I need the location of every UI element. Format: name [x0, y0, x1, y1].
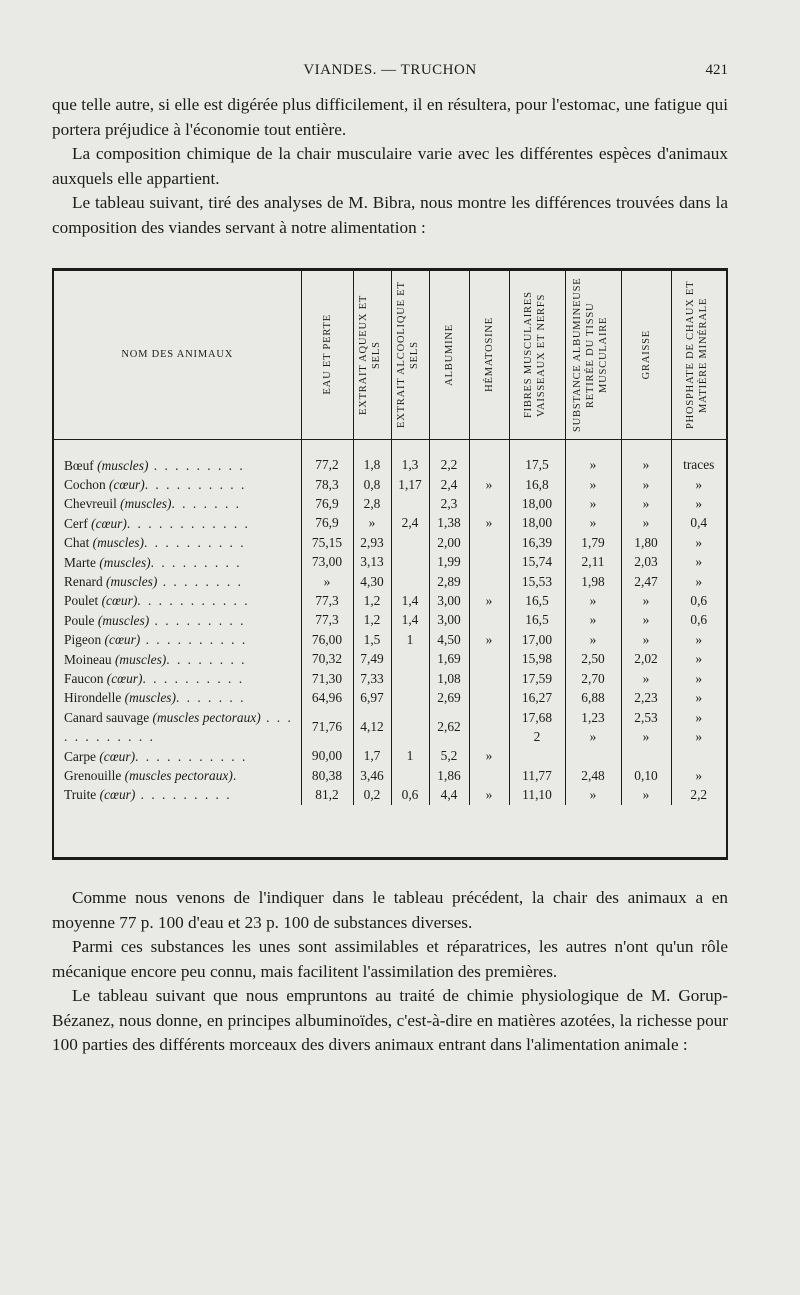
table-cell: 1,5 [353, 630, 391, 649]
table-cell [391, 572, 429, 591]
table-cell: 80,38 [301, 766, 353, 785]
animal-label: Hirondelle [64, 690, 125, 706]
table-cell: » [695, 496, 703, 512]
table-cell: » [695, 690, 703, 706]
header-extrait-aqueux: EXTRAIT AQUEUX ET SELS [353, 271, 391, 439]
header-graisse: GRAISSE [621, 271, 671, 439]
leader-dots: . [232, 768, 239, 783]
table-cell: 76,00 [301, 630, 353, 649]
table-row [54, 439, 726, 475]
animal-label: Bœuf [64, 457, 98, 473]
header-extrait-alcoolique: EXTRAIT ALCOOLIQUE ET SELS [391, 271, 429, 439]
animal-part: (muscles pectoraux) [124, 768, 233, 783]
table-body [54, 439, 726, 805]
table-row [54, 572, 726, 591]
table-cell: 2,02 [621, 650, 671, 669]
table-cell [391, 766, 429, 785]
table-cell: » [565, 630, 621, 649]
bottom-text [52, 886, 728, 1058]
table-cell: 7,33 [353, 669, 391, 688]
table-cell: 2,3 [429, 494, 469, 513]
table-cell: 1,4 [391, 591, 429, 610]
table-cell [621, 747, 671, 766]
table-cell: » [695, 534, 703, 550]
animal-part: (cœur) [99, 787, 136, 803]
table-cell: 3,46 [353, 766, 391, 785]
table-cell: 0,6 [690, 593, 708, 609]
table-row [54, 785, 726, 804]
table-cell: 0,8 [353, 475, 391, 494]
table-cell: 2,4 [429, 475, 469, 494]
leader-dots: . . . . . . . . . . [144, 476, 247, 492]
leader-dots: . . . . . . . [175, 690, 246, 706]
header-phosphate: PHOSPHATE DE CHAUX ET MATIÈRE MINÉRALE [671, 271, 726, 439]
table-cell: » [695, 670, 703, 686]
header-nom: NOM DES ANIMAUX [54, 271, 301, 439]
table-row [54, 611, 726, 630]
table-cell: 2,4 [391, 514, 429, 533]
animal-name [54, 533, 301, 552]
table-cell [469, 766, 509, 785]
animal-label: Cochon [64, 476, 110, 492]
table-cell: 7,49 [353, 650, 391, 669]
animal-name [54, 553, 301, 572]
table-cell: 75,15 [301, 533, 353, 552]
table-cell: 78,3 [301, 475, 353, 494]
table-cell: 64,96 [301, 688, 353, 707]
table-cell [469, 439, 509, 475]
table-cell: » [469, 630, 509, 649]
table-cell: 81,2 [301, 785, 353, 804]
table-cell: 18,00 [509, 494, 565, 513]
table-cell [469, 688, 509, 707]
animal-label: Canard sauvage [64, 709, 153, 725]
table-cell: 90,00 [301, 747, 353, 766]
table-cell [469, 708, 509, 747]
table-cell: » [621, 514, 671, 533]
table-cell: 0,6 [690, 612, 708, 628]
table-cell: 15,98 [509, 650, 565, 669]
paragraph-continued: que telle autre, si elle est digérée plus difficilement, il en résultera, pour l'estomac, une fatigue qui portera préjudice à l'économie tout entière. [52, 95, 728, 139]
leader-dots: . . . . . . . . [157, 573, 243, 589]
table-cell: 16,39 [509, 533, 565, 552]
table-cell: » [695, 573, 703, 589]
animal-label: Cerf [64, 515, 92, 531]
running-head [52, 62, 728, 84]
table-cell: 1,80 [621, 533, 671, 552]
animal-name [54, 766, 301, 785]
table-cell: 1,4 [391, 611, 429, 630]
table-row [54, 650, 726, 669]
table-cell: » [621, 630, 671, 649]
table-cell: 15,53 [509, 572, 565, 591]
table-cell: 2,48 [565, 766, 621, 785]
table-cell: 3,13 [353, 553, 391, 572]
table-cell: 1,2 [353, 591, 391, 610]
table-cell: 1,99 [429, 553, 469, 572]
paragraph-table-intro: Le tableau suivant, tiré des analyses de M. Bibra, nous montre les différences trouvées dans la composition des viandes servant à notre alimentation : [52, 193, 728, 237]
table-cell: » [621, 494, 671, 513]
table-cell: » [621, 785, 671, 804]
table-cell [469, 611, 509, 630]
table-cell: » [469, 475, 509, 494]
table-cell [391, 553, 429, 572]
table-cell: 6,88 [565, 688, 621, 707]
animal-part: (muscles) [92, 535, 144, 551]
table-cell: 2,53 » [621, 708, 671, 747]
table-cell [391, 669, 429, 688]
table-cell: 3,00 [429, 611, 469, 630]
table-cell: 2,00 [429, 533, 469, 552]
table-cell: » [621, 475, 671, 494]
table-cell: 77,2 [301, 439, 353, 475]
table-row [54, 747, 726, 766]
animal-part: (cœur) [91, 515, 127, 531]
table-cell: » [621, 669, 671, 688]
table-cell: 1,98 [565, 572, 621, 591]
table-row [54, 669, 726, 688]
animal-name [54, 591, 301, 610]
leader-dots: . . . . . . . . . . [140, 632, 248, 648]
table-cell: 73,00 [301, 553, 353, 572]
table-cell: » [565, 785, 621, 804]
table-row [54, 766, 726, 785]
table-cell: 18,00 [509, 514, 565, 533]
animal-name [54, 514, 301, 533]
table-cell: » [695, 631, 703, 647]
table-cell: » [621, 591, 671, 610]
animal-name [54, 747, 301, 766]
top-text [52, 93, 728, 240]
table-row [54, 514, 726, 533]
table-cell: » [565, 591, 621, 610]
table-cell: 16,8 [509, 475, 565, 494]
animal-name [54, 439, 301, 475]
table-cell: 1,3 [391, 439, 429, 475]
table-cell: 1,7 [353, 747, 391, 766]
paragraph-composition: La composition chimique de la chair musculaire varie avec les différentes espèces d'animaux auxquels elle appartient. [52, 144, 728, 188]
table-cell: 2,2 [429, 439, 469, 475]
table-cell: » [565, 439, 621, 475]
table-cell: 4,30 [353, 572, 391, 591]
table-cell: 0,10 [621, 766, 671, 785]
table-cell: 4,50 [429, 630, 469, 649]
animal-name [54, 630, 301, 649]
animal-name [54, 475, 301, 494]
table-cell: 1 [391, 747, 429, 766]
animal-part: (muscles) [114, 651, 167, 667]
animal-label: Grenouille [64, 768, 125, 783]
leader-dots: . . . . . . . [171, 496, 242, 512]
animal-label: Poulet [64, 593, 102, 609]
leader-dots: . . . . . . . . . . . . [126, 515, 250, 531]
table-cell: » [565, 475, 621, 494]
leader-dots: . . . . . . . . . . [142, 670, 245, 686]
table-cell [469, 553, 509, 572]
leader-dots: . . . . . . . . . [150, 554, 242, 570]
header-eau: EAU ET PERTE [301, 271, 353, 439]
table-cell: 2,69 [429, 688, 469, 707]
animal-label: Renard [64, 573, 107, 589]
table-row [54, 591, 726, 610]
table-cell: 70,32 [301, 650, 353, 669]
animal-part: (cœur) [109, 476, 145, 492]
table-cell: » [469, 785, 509, 804]
animal-name [54, 572, 301, 591]
table-cell: 71,76 [301, 708, 353, 747]
table-cell: 2,50 [565, 650, 621, 669]
table-cell: 1,69 [429, 650, 469, 669]
paragraph-substances: Parmi ces substances les unes sont assimilables et réparatrices, les autres n'ont qu'un rôle mécanique encore peu connu, mais facilitent l'assimilation des premières. [52, 937, 728, 981]
table-cell: » [695, 476, 703, 492]
table-cell [391, 708, 429, 747]
animal-label: Faucon [64, 670, 107, 686]
table-row [54, 475, 726, 494]
table-cell: 1,08 [429, 669, 469, 688]
table-cell: » [565, 611, 621, 630]
table-row [54, 494, 726, 513]
table-row [54, 533, 726, 552]
table-cell: 0,6 [391, 785, 429, 804]
animal-part: (muscles) [97, 457, 149, 473]
table-cell: 17,68 2 [509, 708, 565, 747]
running-title: VIANDES. — TRUCHON [303, 62, 477, 78]
table-cell: 2,8 [353, 494, 391, 513]
table-cell: » [695, 651, 703, 667]
animal-part: (cœur) [106, 670, 143, 686]
table-cell: 76,9 [301, 494, 353, 513]
animal-part: (muscles pectoraux) [152, 709, 261, 725]
page-number: 421 [705, 62, 728, 78]
leader-dots: . . . . . . . . [166, 651, 247, 667]
paragraph-gorup: Le tableau suivant que nous empruntons au traité de chimie physiologique de M. Gorup-Bézanez, nous donne, en principes albuminoïdes, c'est-à-dire en matières azotées, la richesse pour 100 parties des différents morceaux des divers animaux entrant dans l'alimentation animale : [52, 986, 728, 1054]
animal-name [54, 494, 301, 513]
table-cell: 2,2 [690, 787, 708, 803]
table-row [54, 708, 726, 747]
table-cell: 11,10 [509, 785, 565, 804]
animal-name [54, 708, 301, 747]
header-hematosine: HÉMATOSINE [469, 271, 509, 439]
table-row [54, 688, 726, 707]
table-cell: 2,03 [621, 553, 671, 572]
table-cell: 1,86 [429, 766, 469, 785]
table-cell: » [565, 514, 621, 533]
animal-label: Chevreuil [64, 496, 121, 512]
table-cell: 17,59 [509, 669, 565, 688]
table-cell [671, 747, 726, 766]
table-cell: 2,62 [429, 708, 469, 747]
leader-dots: . . . . . . . . . [148, 457, 245, 473]
leader-dots: . . . . . . . . . . [143, 535, 246, 551]
table-cell: 1,79 [565, 533, 621, 552]
table-cell: 2,89 [429, 572, 469, 591]
animal-label: Chat [64, 535, 93, 551]
table-cell: 4,4 [429, 785, 469, 804]
table-cell: 2,93 [353, 533, 391, 552]
animal-label: Marte [64, 554, 100, 570]
table-cell [565, 747, 621, 766]
table-cell: 1,2 [353, 611, 391, 630]
table-cell [509, 747, 565, 766]
table-cell: 11,77 [509, 766, 565, 785]
table-cell: » [565, 494, 621, 513]
header-albumine: ALBUMINE [429, 271, 469, 439]
table-cell: 71,30 [301, 669, 353, 688]
leader-dots: . . . . . . . . . . . . [64, 709, 293, 745]
leader-dots: . . . . . . . . . . . [137, 593, 250, 609]
table-cell: » [695, 767, 703, 783]
table-cell: 77,3 [301, 591, 353, 610]
header-fibres: FIBRES MUSCULAIRES VAISSEAUX ET NERFS [509, 271, 565, 439]
table-header-row [54, 271, 726, 439]
leader-dots: . . . . . . . . . [135, 787, 232, 803]
table-cell: » [695, 554, 703, 570]
animal-part: (cœur) [104, 632, 141, 648]
animal-part: (muscles) [124, 690, 176, 706]
table-cell: » [353, 514, 391, 533]
table-cell: 77,3 [301, 611, 353, 630]
animal-name [54, 785, 301, 804]
paragraph-average: Comme nous venons de l'indiquer dans le tableau précédent, la chair des animaux a en moyenne 77 p. 100 d'eau et 23 p. 100 de substances diverses. [52, 888, 728, 932]
table-cell: 1,23 » [565, 708, 621, 747]
table-cell: 17,5 [509, 439, 565, 475]
animal-label: Moineau [64, 651, 115, 667]
table-cell: 16,27 [509, 688, 565, 707]
animal-part: (muscles) [97, 612, 150, 628]
animal-name [54, 669, 301, 688]
table-cell: 15,74 [509, 553, 565, 572]
table-cell: » [301, 572, 353, 591]
table-cell: 6,97 [353, 688, 391, 707]
table-cell [469, 494, 509, 513]
table-cell: 1 [391, 630, 429, 649]
table-cell: 0,4 [690, 515, 708, 531]
table-cell: 0,2 [353, 785, 391, 804]
header-substance-albumineuse: SUBSTANCE ALBUMINEUSE RETIRÉE DU TISSU MUSCULAIRE [565, 271, 621, 439]
table-cell: 2,70 [565, 669, 621, 688]
animal-label: Pigeon [64, 632, 105, 648]
table-row [54, 630, 726, 649]
animal-name [54, 688, 301, 707]
table-cell [391, 688, 429, 707]
animal-label: Poule [64, 612, 98, 628]
table-cell: 1,38 [429, 514, 469, 533]
table-cell [469, 650, 509, 669]
animal-name [54, 650, 301, 669]
table-cell: 4,12 [353, 708, 391, 747]
table-cell [469, 572, 509, 591]
table-row [54, 553, 726, 572]
leader-dots: . . . . . . . . . [149, 612, 246, 628]
animal-part: (cœur) [101, 593, 138, 609]
table-cell: 17,00 [509, 630, 565, 649]
table-cell: traces [683, 457, 715, 473]
animal-part: (muscles) [99, 554, 151, 570]
table-cell: » [621, 611, 671, 630]
table-cell: 2,11 [565, 553, 621, 572]
table-cell: 3,00 [429, 591, 469, 610]
animal-label: Carpe [64, 748, 100, 764]
table-cell [469, 533, 509, 552]
table-cell [391, 533, 429, 552]
table-cell [391, 494, 429, 513]
table-cell: 2,23 [621, 688, 671, 707]
leader-dots: . . . . . . . . . . . [135, 748, 248, 764]
table-cell: 16,5 [509, 591, 565, 610]
animal-name [54, 611, 301, 630]
table-cell: 1,8 [353, 439, 391, 475]
table-cell: 5,2 [429, 747, 469, 766]
table-cell: » [469, 747, 509, 766]
animal-part: (cœur) [99, 748, 136, 764]
table-cell: 2,47 [621, 572, 671, 591]
table-cell: » [621, 439, 671, 475]
composition-table [52, 268, 728, 860]
table-cell: 16,5 [509, 611, 565, 630]
table-cell [469, 669, 509, 688]
table-cell [391, 650, 429, 669]
animal-part: (muscles) [106, 573, 158, 589]
table-cell: » » [695, 709, 703, 745]
table-cell: 76,9 [301, 514, 353, 533]
animal-label: Truite [64, 787, 100, 803]
table-cell: 1,17 [391, 475, 429, 494]
table-cell: » [469, 514, 509, 533]
table-cell: » [469, 591, 509, 610]
animal-part: (muscles) [120, 496, 172, 512]
